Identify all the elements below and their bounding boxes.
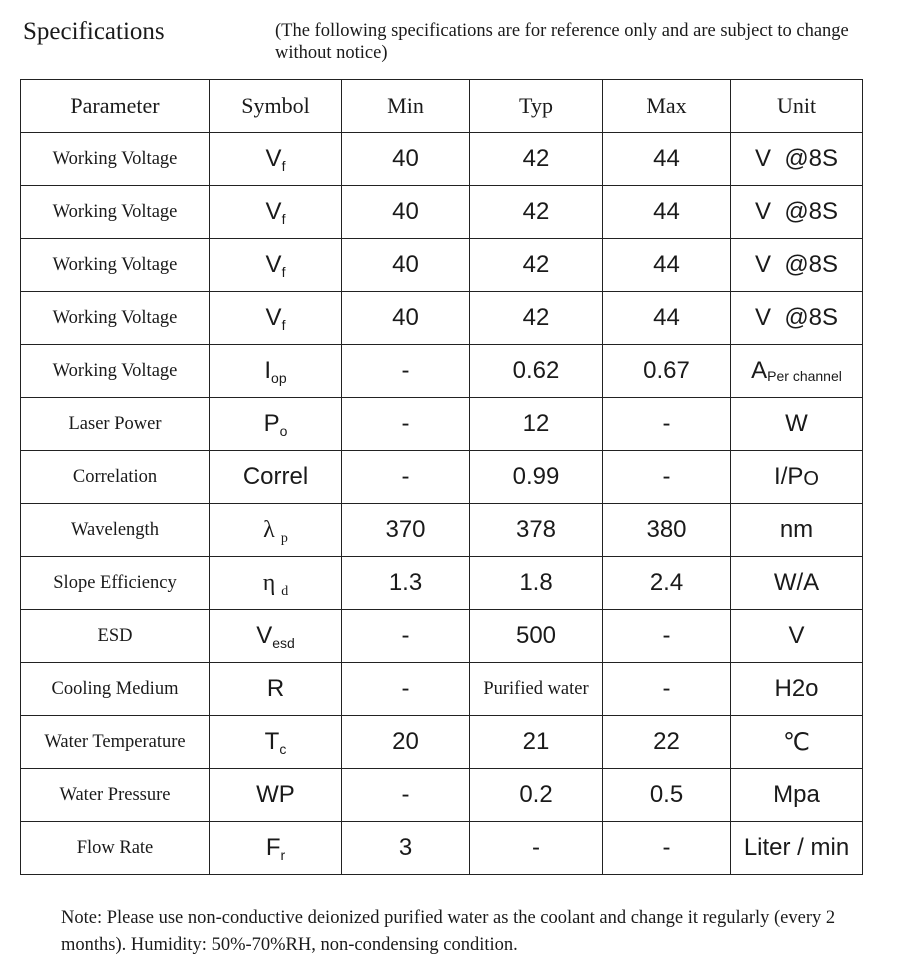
min-cell: - [342, 769, 470, 822]
max-cell: 380 [603, 504, 731, 557]
unit-main: Mpa [773, 781, 820, 808]
min-cell: - [342, 663, 470, 716]
max-cell: 22 [603, 716, 731, 769]
table-row [21, 239, 863, 292]
min-cell: 40 [342, 133, 470, 186]
typ-cell: 12 [470, 398, 603, 451]
unit-cell [731, 716, 863, 769]
min-cell: 370 [342, 504, 470, 557]
table-row [21, 610, 863, 663]
unit-main: V @8S [754, 198, 839, 225]
parameter-cell: Working Voltage [21, 345, 210, 398]
max-cell: - [603, 610, 731, 663]
min-cell: 3 [342, 822, 470, 875]
symbol-subscript: p [280, 531, 288, 546]
typ-cell: 0.2 [470, 769, 603, 822]
unit-main: V @8S [754, 251, 839, 278]
symbol-subscript: c [279, 741, 287, 757]
table-row [21, 292, 863, 345]
symbol-main: WP [256, 781, 295, 808]
parameter-cell: Slope Efficiency [21, 557, 210, 610]
min-cell: 40 [342, 186, 470, 239]
typ-cell: Purified water [470, 663, 603, 716]
unit-main: ℃ [783, 728, 810, 756]
min-cell: 40 [342, 292, 470, 345]
symbol-cell [210, 239, 342, 292]
parameter-cell: Working Voltage [21, 239, 210, 292]
parameter-cell: Cooling Medium [21, 663, 210, 716]
max-cell: 0.67 [603, 345, 731, 398]
symbol-cell [210, 716, 342, 769]
symbol-main: V [256, 622, 273, 649]
parameter-cell: Working Voltage [21, 133, 210, 186]
unit-cell [731, 292, 863, 345]
unit-subscript: O [803, 468, 819, 490]
max-cell: - [603, 822, 731, 875]
symbol-main: R [266, 675, 285, 702]
unit-main: A [751, 357, 768, 384]
table-row [21, 716, 863, 769]
symbol-cell [210, 769, 342, 822]
table-row [21, 398, 863, 451]
typ-cell: 42 [470, 133, 603, 186]
symbol-main: V [265, 145, 282, 172]
max-cell: - [603, 451, 731, 504]
table-row [21, 504, 863, 557]
parameter-cell: Working Voltage [21, 292, 210, 345]
min-cell: - [342, 398, 470, 451]
table-row [21, 663, 863, 716]
max-cell: 0.5 [603, 769, 731, 822]
unit-main: nm [779, 516, 814, 543]
parameter-cell: Water Temperature [21, 716, 210, 769]
unit-main: W/A [773, 569, 820, 596]
min-cell: 20 [342, 716, 470, 769]
symbol-cell [210, 663, 342, 716]
symbol-cell [210, 398, 342, 451]
header-symbol: Symbol [210, 80, 342, 133]
symbol-main: T [264, 728, 280, 755]
symbol-subscript: o [279, 423, 288, 439]
symbol-subscript: f [281, 317, 286, 333]
unit-main: V @8S [754, 145, 839, 172]
max-cell: 44 [603, 239, 731, 292]
unit-cell [731, 504, 863, 557]
unit-main: W [785, 410, 808, 437]
typ-cell: 42 [470, 186, 603, 239]
symbol-main: η [262, 570, 276, 596]
typ-cell: 0.99 [470, 451, 603, 504]
symbol-subscript: f [281, 264, 286, 280]
symbol-main: F [265, 834, 281, 861]
disclaimer-text: (The following specifications are for reference only and are subject to change without notice) [275, 21, 849, 63]
typ-cell: 42 [470, 239, 603, 292]
unit-subscript: Per channel [767, 368, 842, 384]
typ-cell: 500 [470, 610, 603, 663]
typ-cell: 21 [470, 716, 603, 769]
max-cell: 44 [603, 133, 731, 186]
symbol-main: P [263, 410, 280, 437]
note-text: Note: Please use non-conductive deionized purified water as the coolant and change it regularly (every 2 months). Humidity: 50%-70%RH, non-condensing condition. [61, 908, 836, 955]
symbol-cell [210, 345, 342, 398]
table-row [21, 769, 863, 822]
unit-cell [731, 239, 863, 292]
symbol-main: Correl [242, 463, 309, 490]
min-cell: - [342, 451, 470, 504]
symbol-main: λ [263, 517, 275, 543]
symbol-cell [210, 451, 342, 504]
header-parameter: Parameter [21, 80, 210, 133]
symbol-cell [210, 186, 342, 239]
unit-cell [731, 345, 863, 398]
specifications-table [20, 79, 863, 875]
symbol-subscript: r [280, 847, 286, 863]
unit-main: V [788, 622, 805, 649]
table-row [21, 186, 863, 239]
table-row [21, 822, 863, 875]
symbol-cell [210, 504, 342, 557]
table-header-row [21, 80, 863, 133]
header-unit: Unit [731, 80, 863, 133]
table-row [21, 133, 863, 186]
symbol-cell [210, 133, 342, 186]
parameter-cell: Correlation [21, 451, 210, 504]
symbol-cell [210, 292, 342, 345]
unit-cell [731, 663, 863, 716]
unit-cell [731, 133, 863, 186]
unit-cell [731, 451, 863, 504]
symbol-cell [210, 610, 342, 663]
max-cell: 44 [603, 186, 731, 239]
unit-main: H2o [774, 675, 819, 702]
header-typ: Typ [470, 80, 603, 133]
typ-cell: 1.8 [470, 557, 603, 610]
header-max: Max [603, 80, 731, 133]
unit-cell [731, 610, 863, 663]
unit-main: V @8S [754, 304, 839, 331]
min-cell: - [342, 345, 470, 398]
parameter-cell: Water Pressure [21, 769, 210, 822]
min-cell: 1.3 [342, 557, 470, 610]
unit-main: Liter / min [743, 834, 850, 861]
symbol-subscript: d [281, 584, 289, 599]
typ-cell: 0.62 [470, 345, 603, 398]
table-row [21, 451, 863, 504]
parameter-cell: ESD [21, 610, 210, 663]
max-cell: - [603, 398, 731, 451]
table-row [21, 557, 863, 610]
symbol-subscript: op [271, 370, 287, 386]
page-title: Specifications [23, 18, 165, 45]
symbol-cell [210, 557, 342, 610]
table-row [21, 345, 863, 398]
unit-cell [731, 186, 863, 239]
symbol-main: V [265, 304, 282, 331]
parameter-cell: Working Voltage [21, 186, 210, 239]
symbol-subscript: f [281, 158, 286, 174]
symbol-main: I [264, 357, 272, 384]
min-cell: - [342, 610, 470, 663]
unit-cell [731, 769, 863, 822]
min-cell: 40 [342, 239, 470, 292]
symbol-subscript: f [281, 211, 286, 227]
symbol-main: V [265, 251, 282, 278]
typ-cell: - [470, 822, 603, 875]
symbol-main: V [265, 198, 282, 225]
parameter-cell: Wavelength [21, 504, 210, 557]
symbol-cell [210, 822, 342, 875]
parameter-cell: Laser Power [21, 398, 210, 451]
symbol-subscript: esd [272, 635, 295, 651]
max-cell: 44 [603, 292, 731, 345]
typ-cell: 42 [470, 292, 603, 345]
typ-cell: 378 [470, 504, 603, 557]
unit-main: I/P [774, 463, 804, 490]
parameter-cell: Flow Rate [21, 822, 210, 875]
header-min: Min [342, 80, 470, 133]
unit-cell [731, 398, 863, 451]
unit-cell [731, 822, 863, 875]
max-cell: 2.4 [603, 557, 731, 610]
unit-cell [731, 557, 863, 610]
max-cell: - [603, 663, 731, 716]
